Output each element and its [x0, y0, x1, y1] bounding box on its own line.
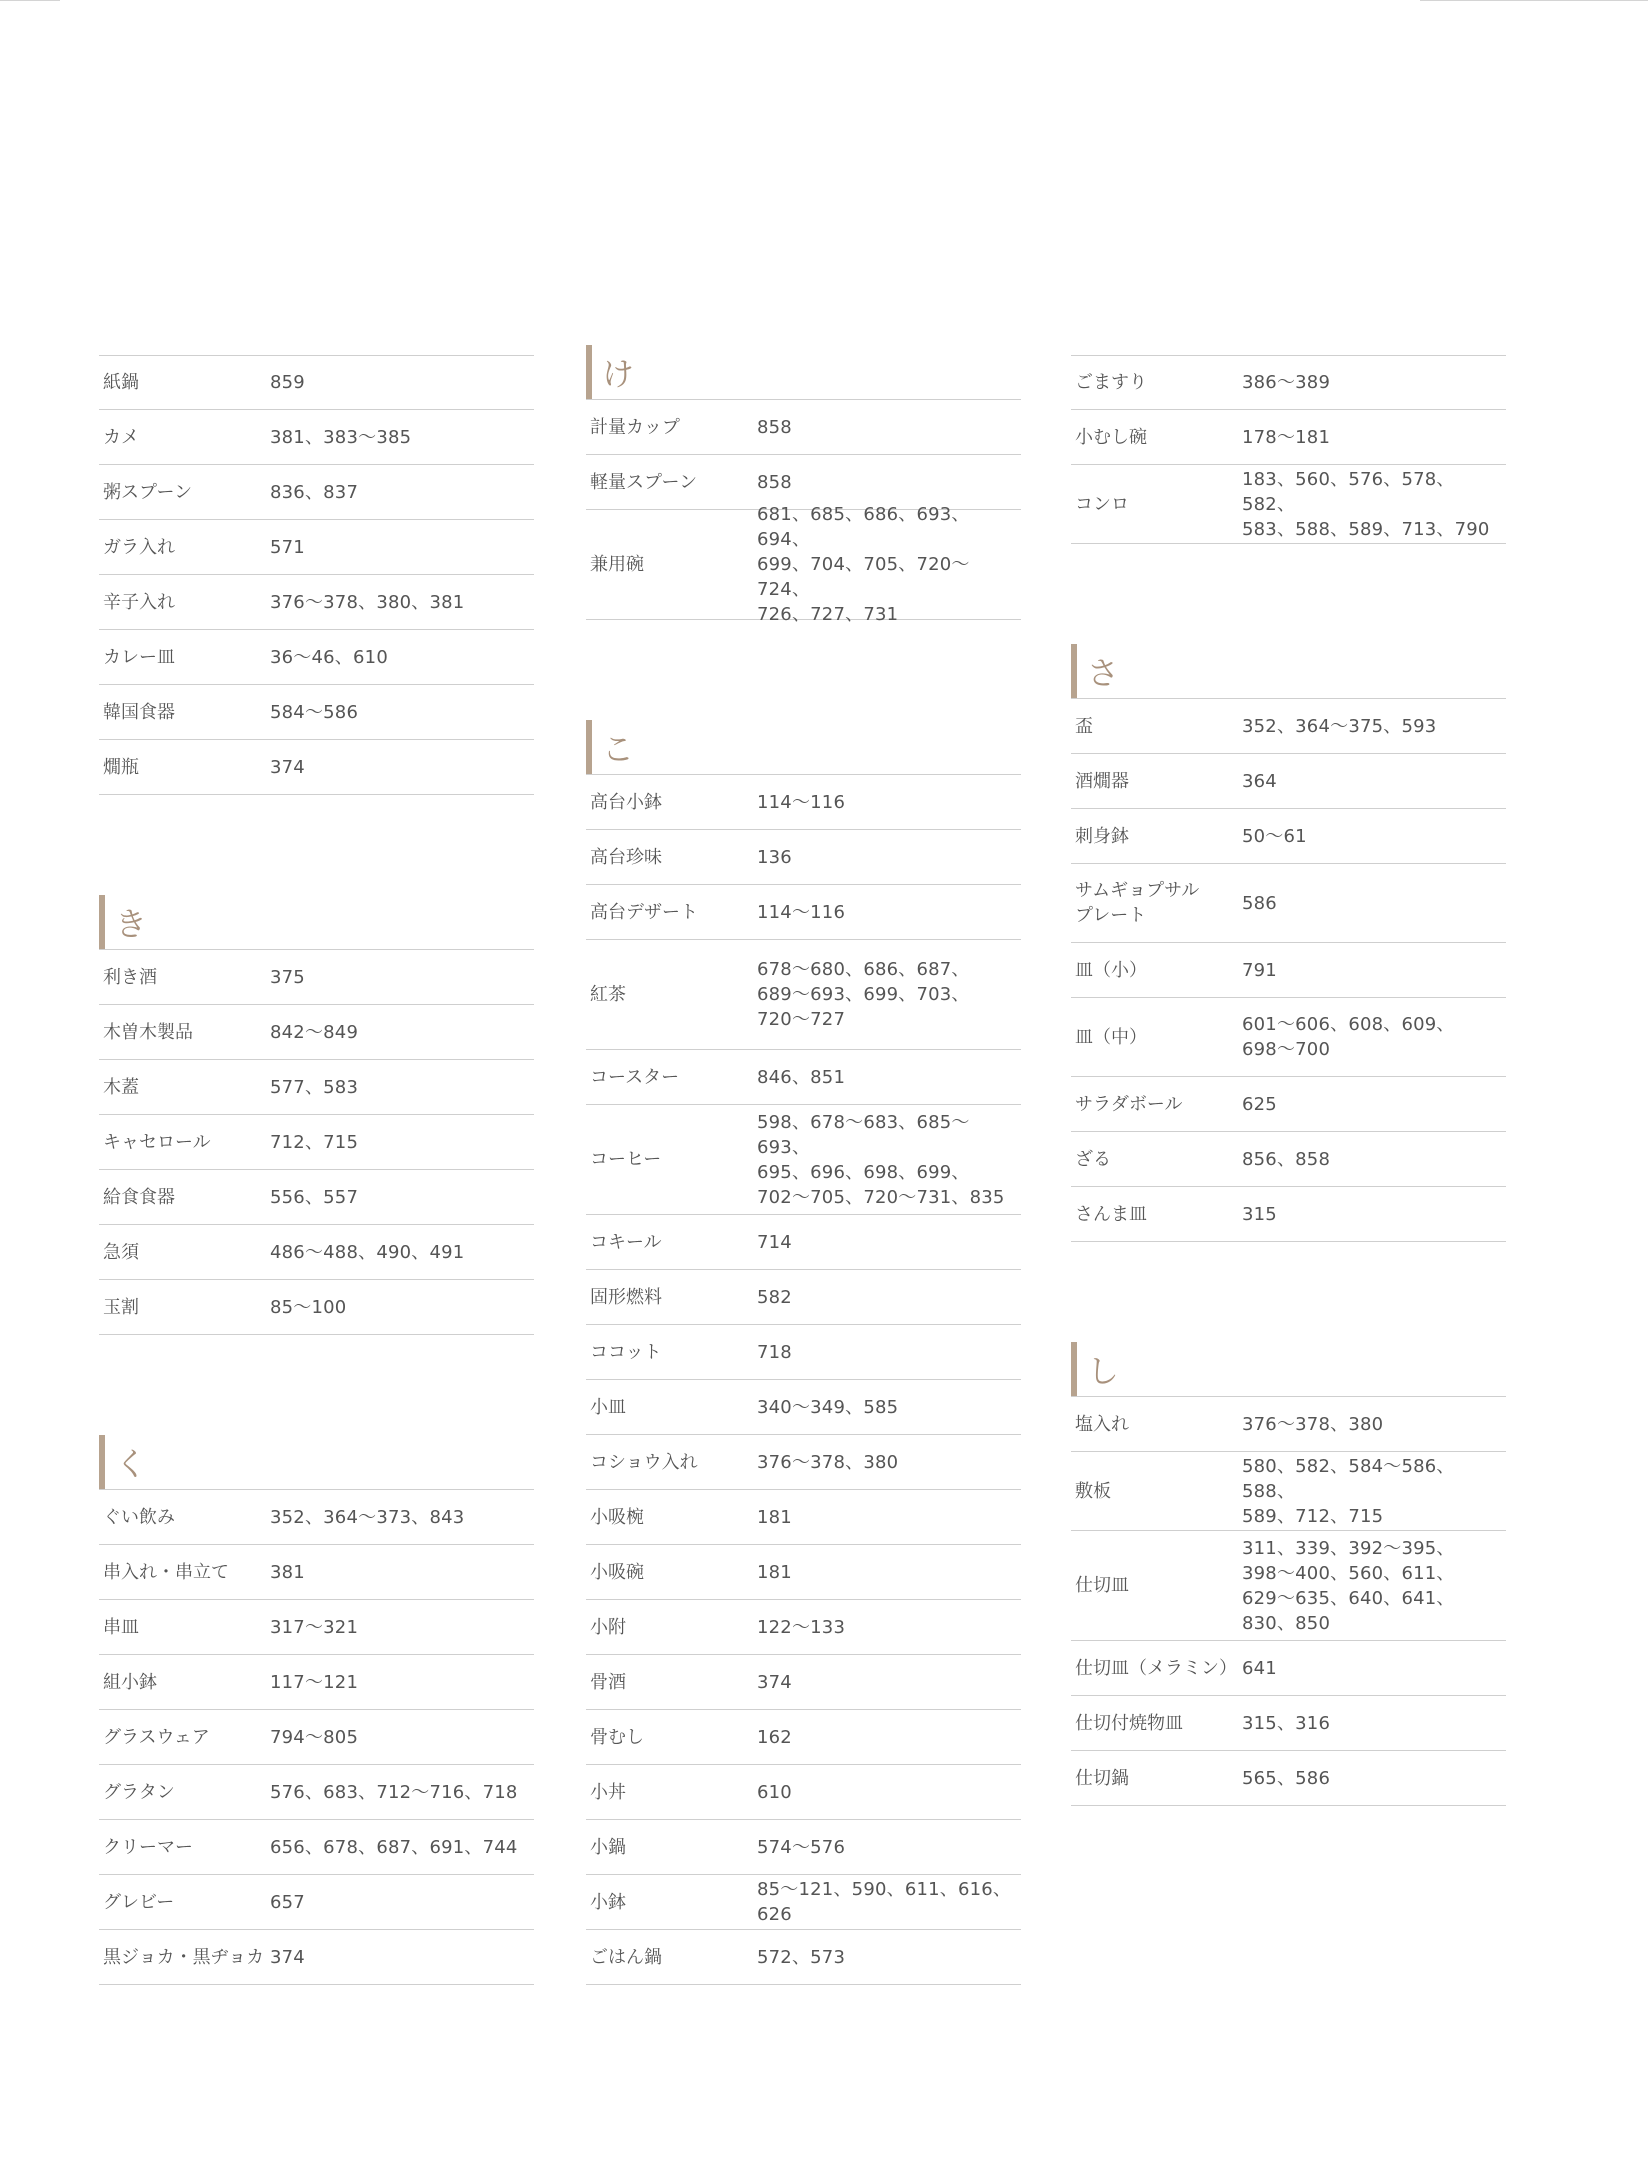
index-entry: [586, 1435, 1021, 1490]
entry-term: 盃: [1075, 715, 1093, 737]
entry-page-numbers: 657: [270, 1891, 305, 1913]
entry-page-numbers: 580、582、584〜586、588、 589、712、715: [1242, 1455, 1455, 1527]
entry-page-numbers: 856、858: [1242, 1148, 1331, 1170]
index-column-2: [586, 345, 1021, 1985]
entry-page-numbers: 178〜181: [1242, 426, 1331, 448]
index-entry: [1071, 1397, 1506, 1452]
section-marker-bar: [586, 720, 592, 774]
entry-page-numbers: 681、685、686、693、694、 699、704、705、720〜724、 726、727、731: [757, 504, 970, 625]
entry-term: 皿（中）: [1075, 1026, 1147, 1048]
entry-page-numbers: 565、586: [1242, 1767, 1331, 1789]
entry-page-numbers: 718: [757, 1341, 792, 1363]
entry-term: 酒燗器: [1075, 770, 1129, 792]
entry-term: カレー皿: [103, 646, 175, 668]
entry-term: 利き酒: [103, 966, 157, 988]
index-entry: [1071, 699, 1506, 754]
entry-term: コンロ: [1075, 493, 1129, 515]
index-entry: [586, 1820, 1021, 1875]
index-entry: [586, 1380, 1021, 1435]
entry-term: 仕切皿: [1075, 1575, 1129, 1596]
entry-term: 木蓋: [103, 1076, 139, 1098]
entry-term: サムギョプサル プレート: [1075, 880, 1200, 926]
entry-page-numbers: 598、678〜683、685〜693、 695、696、698、699、 702〜705、720〜731、835: [757, 1111, 1005, 1208]
entry-page-numbers: 678〜680、686、687、 689〜693、699、703、 720〜727: [757, 959, 970, 1030]
entry-page-numbers: 576、683、712〜716、718: [270, 1781, 518, 1803]
entry-term: 固形燃料: [590, 1286, 662, 1308]
index-column-1: [99, 355, 534, 1985]
index-entry: [99, 1115, 534, 1170]
section-kana-label: さ: [1087, 654, 1120, 692]
entry-term: 軽量スプーン: [590, 471, 698, 493]
entry-page-numbers: 486〜488、490、491: [270, 1241, 465, 1263]
index-entry: [1071, 355, 1506, 410]
section-header: [99, 895, 534, 950]
entry-page-numbers: 317〜321: [270, 1616, 359, 1638]
entry-term: キャセロール: [103, 1131, 211, 1153]
entry-term: 小鉢: [590, 1891, 626, 1913]
index-entry: [586, 775, 1021, 830]
entry-page-numbers: 114〜116: [757, 901, 846, 923]
entry-term: 木曽木製品: [103, 1021, 193, 1043]
section-marker-bar: [99, 1435, 105, 1489]
index-entry: [99, 1545, 534, 1600]
entry-page-numbers: 582: [757, 1286, 792, 1308]
entry-term: クリーマー: [103, 1836, 193, 1858]
entry-page-numbers: 381: [270, 1561, 305, 1583]
entry-page-numbers: 601〜606、608、609、 698〜700: [1242, 1014, 1455, 1060]
entry-term: ココット: [590, 1341, 662, 1363]
entry-term: 皿（小）: [1075, 959, 1147, 981]
entry-page-numbers: 352、364〜375、593: [1242, 715, 1437, 737]
index-entry: [99, 465, 534, 520]
entry-page-numbers: 181: [757, 1561, 792, 1583]
entry-term: 小丼: [590, 1781, 626, 1803]
index-entry: [99, 1600, 534, 1655]
entry-page-numbers: 352、364〜373、843: [270, 1506, 465, 1528]
entry-page-numbers: 641: [1242, 1657, 1277, 1679]
entry-page-numbers: 846、851: [757, 1066, 846, 1088]
entry-page-numbers: 714: [757, 1231, 792, 1253]
index-entry: [1071, 1132, 1506, 1187]
entry-term: さんま皿: [1075, 1203, 1147, 1225]
section-kana-label: け: [602, 355, 635, 393]
entry-page-numbers: 181: [757, 1506, 792, 1528]
entry-page-numbers: 625: [1242, 1093, 1277, 1115]
index-entry: [1071, 410, 1506, 465]
entry-term: コキール: [590, 1231, 662, 1253]
entry-term: 小むし碗: [1075, 426, 1147, 448]
index-entry: [586, 1710, 1021, 1765]
index-entry: [99, 520, 534, 575]
entry-page-numbers: 610: [757, 1781, 792, 1803]
section-marker-bar: [99, 895, 105, 949]
index-column-3: [1071, 355, 1506, 1806]
index-entry: [1071, 864, 1506, 943]
entry-term: 串皿: [103, 1616, 139, 1638]
section-marker-bar: [1071, 1342, 1077, 1396]
index-entry: [1071, 1187, 1506, 1242]
entry-page-numbers: 572、573: [757, 1946, 846, 1968]
entry-page-numbers: 836、837: [270, 481, 359, 503]
entry-term: ざる: [1075, 1148, 1111, 1170]
entry-term: 仕切鍋: [1075, 1767, 1129, 1789]
index-entry: [1071, 465, 1506, 544]
section-header: [1071, 1342, 1506, 1397]
entry-page-numbers: 374: [270, 1946, 305, 1968]
index-entry: [1071, 1452, 1506, 1531]
index-entry: [99, 1710, 534, 1765]
entry-term: 串入れ・串立て: [103, 1561, 229, 1583]
entry-term: グラスウェア: [103, 1726, 210, 1748]
entry-term: 骨酒: [590, 1671, 626, 1693]
index-entry: [586, 504, 1021, 625]
section-header: [586, 345, 1021, 400]
entry-term: コーヒー: [590, 1149, 662, 1170]
section-kana-label: し: [1087, 1352, 1120, 1390]
entry-page-numbers: 386〜389: [1242, 372, 1331, 393]
entry-page-numbers: 50〜61: [1242, 825, 1307, 847]
index-entry: [586, 1270, 1021, 1325]
section-marker-bar: [586, 345, 592, 399]
entry-page-numbers: 842〜849: [270, 1021, 359, 1043]
index-entry: [586, 1765, 1021, 1820]
index-entry: [99, 1930, 534, 1985]
entry-page-numbers: 376〜378、380: [1242, 1413, 1384, 1435]
index-entry: [99, 1060, 534, 1115]
index-entry: [586, 1490, 1021, 1545]
index-entry: [586, 885, 1021, 940]
entry-page-numbers: 794〜805: [270, 1726, 359, 1748]
entry-page-numbers: 311、339、392〜395、 398〜400、560、611、 629〜635、640、641、830、850: [1242, 1537, 1455, 1634]
index-entry: [99, 1820, 534, 1875]
index-entry: [99, 630, 534, 685]
index-entry: [99, 740, 534, 795]
entry-term: 辛子入れ: [103, 591, 175, 613]
top-edge-line-left: [0, 0, 60, 1]
index-entry: [99, 1225, 534, 1280]
entry-page-numbers: 571: [270, 536, 305, 558]
entry-term: グラタン: [103, 1781, 175, 1803]
entry-term: 敷板: [1075, 1480, 1111, 1502]
entry-term: 仕切皿（メラミン）: [1075, 1657, 1237, 1679]
entry-term: サラダボール: [1075, 1093, 1183, 1115]
entry-term: 黒ジョカ・黒ヂョカ: [103, 1946, 265, 1968]
entry-page-numbers: 315: [1242, 1203, 1277, 1225]
entry-page-numbers: 375: [270, 966, 305, 988]
entry-page-numbers: 381、383〜385: [270, 426, 412, 448]
top-edge-line-right: [1420, 0, 1648, 1]
entry-term: ガラ入れ: [103, 536, 175, 558]
entry-page-numbers: 791: [1242, 959, 1277, 981]
index-entry: [586, 1215, 1021, 1270]
index-entry: [586, 1600, 1021, 1655]
entry-page-numbers: 36〜46、610: [270, 646, 388, 668]
entry-page-numbers: 376〜378、380、381: [270, 591, 465, 613]
index-entry: [99, 1765, 534, 1820]
entry-term: 韓国食器: [103, 701, 175, 723]
index-entry: [99, 1005, 534, 1060]
index-entry: [99, 685, 534, 740]
entry-term: カメ: [103, 426, 139, 448]
entry-term: 刺身鉢: [1075, 825, 1129, 847]
entry-page-numbers: 114〜116: [757, 791, 846, 813]
index-entry: [1071, 1077, 1506, 1132]
entry-term: ぐい飲み: [103, 1506, 175, 1528]
entry-page-numbers: 315、316: [1242, 1712, 1331, 1734]
entry-page-numbers: 586: [1242, 892, 1277, 914]
entry-term: 塩入れ: [1075, 1413, 1129, 1435]
index-entry: [1071, 754, 1506, 809]
entry-term: 計量カップ: [590, 416, 680, 438]
entry-term: 小吸碗: [590, 1561, 644, 1583]
index-entry: [586, 830, 1021, 885]
section-header: [1071, 644, 1506, 699]
entry-term: 急須: [103, 1241, 139, 1263]
entry-page-numbers: 656、678、687、691、744: [270, 1836, 518, 1858]
entry-term: 給食食器: [103, 1186, 175, 1208]
entry-term: 小吸椀: [590, 1506, 644, 1528]
entry-page-numbers: 712、715: [270, 1131, 359, 1153]
index-entry: [586, 1545, 1021, 1600]
entry-page-numbers: 858: [757, 416, 792, 438]
section-kana-label: き: [115, 905, 148, 943]
index-entry: [99, 950, 534, 1005]
entry-page-numbers: 376〜378、380: [757, 1451, 899, 1473]
index-entry: [1071, 943, 1506, 998]
index-entry: [99, 1490, 534, 1545]
entry-term: ごはん鍋: [590, 1946, 662, 1968]
entry-page-numbers: 136: [757, 846, 792, 868]
entry-term: コショウ入れ: [590, 1451, 698, 1473]
index-entry: [586, 1930, 1021, 1985]
index-entry: [586, 1105, 1021, 1215]
entry-term: 高台珍味: [590, 846, 662, 868]
entry-page-numbers: 340〜349、585: [757, 1396, 899, 1418]
entry-page-numbers: 117〜121: [270, 1671, 359, 1693]
section-header: [586, 720, 1021, 775]
entry-term: コースター: [590, 1066, 680, 1088]
entry-term: 紙鍋: [103, 372, 139, 393]
entry-term: 小附: [590, 1616, 626, 1638]
index-entry: [99, 1875, 534, 1930]
entry-term: 組小鉢: [103, 1671, 157, 1693]
index-entry: [99, 1655, 534, 1710]
entry-term: 兼用碗: [590, 554, 644, 575]
index-entry: [1071, 809, 1506, 864]
section-kana-label: く: [115, 1445, 148, 1483]
entry-term: 粥スプーン: [103, 481, 193, 503]
entry-page-numbers: 122〜133: [757, 1616, 846, 1638]
entry-page-numbers: 183、560、576、578、582、 583、588、589、713、790: [1242, 468, 1490, 540]
index-entry: [99, 410, 534, 465]
index-entry: [1071, 1531, 1506, 1641]
entry-page-numbers: 374: [757, 1671, 792, 1693]
entry-term: グレビー: [103, 1891, 175, 1913]
section-kana-label: こ: [602, 730, 635, 768]
index-entry: [99, 575, 534, 630]
entry-term: 燗瓶: [103, 756, 139, 778]
entry-page-numbers: 584〜586: [270, 701, 359, 723]
entry-page-numbers: 858: [757, 471, 792, 493]
entry-page-numbers: 859: [270, 372, 305, 393]
index-entry: [1071, 1696, 1506, 1751]
entry-page-numbers: 577、583: [270, 1076, 359, 1098]
index-entry: [99, 1170, 534, 1225]
entry-term: 小鍋: [590, 1836, 626, 1858]
entry-page-numbers: 556、557: [270, 1186, 359, 1208]
entry-page-numbers: 364: [1242, 770, 1277, 792]
entry-page-numbers: 162: [757, 1726, 792, 1748]
index-entry: [586, 400, 1021, 455]
entry-page-numbers: 85〜121、590、611、616、626: [757, 1879, 1012, 1925]
index-entry: [586, 1655, 1021, 1710]
entry-page-numbers: 85〜100: [270, 1296, 347, 1318]
entry-term: 高台デザート: [590, 901, 698, 923]
entry-term: 玉割: [103, 1296, 139, 1318]
section-header: [99, 1435, 534, 1490]
index-entry: [99, 355, 534, 410]
index-entry: [99, 1280, 534, 1335]
entry-term: 小皿: [590, 1396, 626, 1418]
index-entry: [586, 1050, 1021, 1105]
entry-term: 仕切付焼物皿: [1075, 1712, 1183, 1734]
index-entry: [586, 1875, 1021, 1930]
index-entry: [1071, 1641, 1506, 1696]
index-entry: [586, 940, 1021, 1050]
entry-page-numbers: 374: [270, 756, 305, 778]
entry-term: 高台小鉢: [590, 791, 662, 813]
entry-term: 骨むし: [590, 1726, 644, 1748]
entry-page-numbers: 574〜576: [757, 1836, 846, 1858]
entry-term: 紅茶: [590, 984, 626, 1005]
index-entry: [1071, 998, 1506, 1077]
index-entry: [1071, 1751, 1506, 1806]
index-entry: [586, 1325, 1021, 1380]
section-marker-bar: [1071, 644, 1077, 698]
entry-term: ごますり: [1075, 372, 1147, 393]
